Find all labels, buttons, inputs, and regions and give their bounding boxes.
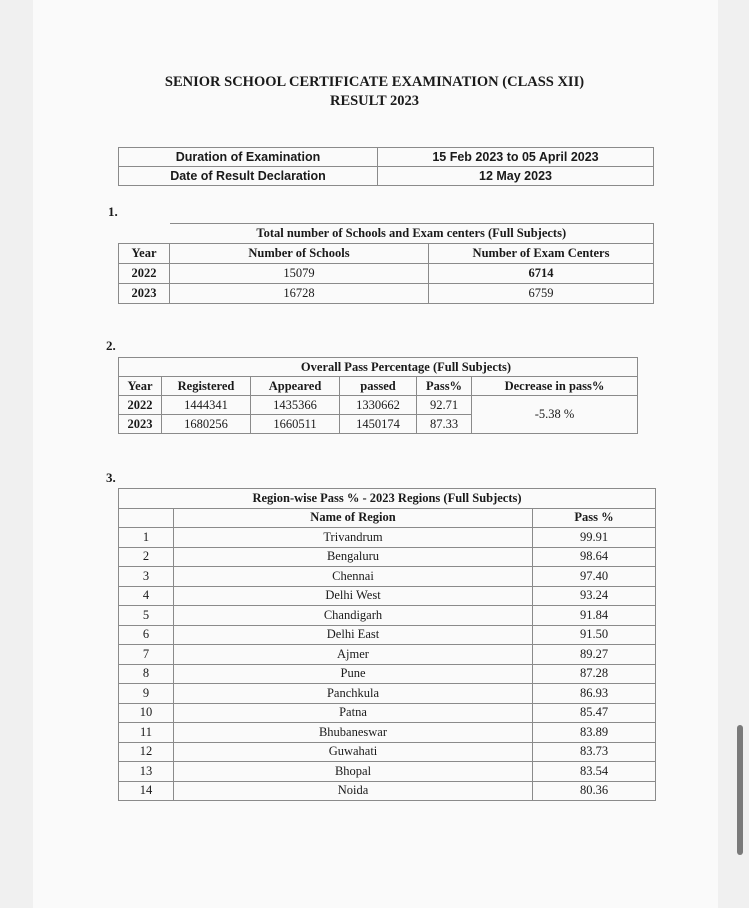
region-name: Bhubaneswar (174, 723, 533, 743)
region-pass: 91.50 (533, 625, 656, 645)
region-number: 12 (119, 742, 174, 762)
region-pass: 83.54 (533, 762, 656, 782)
section-2-title: Overall Pass Percentage (Full Subjects) (119, 358, 638, 377)
header-pass-pct: Pass% (417, 377, 472, 396)
region-number: 7 (119, 645, 174, 665)
section-1-number: 1. (108, 204, 118, 219)
region-number: 13 (119, 762, 174, 782)
region-name: Trivandrum (174, 528, 533, 548)
region-number: 8 (119, 664, 174, 684)
region-pass: 93.24 (533, 586, 656, 606)
region-name: Chennai (174, 567, 533, 587)
table-row (119, 645, 656, 665)
region-pass: 99.91 (533, 528, 656, 548)
header-decrease: Decrease in pass% (472, 377, 638, 396)
table-row (119, 684, 656, 704)
region-number: 3 (119, 567, 174, 587)
table-row (119, 567, 656, 587)
region-pass: 86.93 (533, 684, 656, 704)
region-number: 5 (119, 606, 174, 626)
table-row (119, 781, 656, 801)
region-number: 11 (119, 723, 174, 743)
table-row (119, 664, 656, 684)
table-row (119, 625, 656, 645)
region-pass: 87.28 (533, 664, 656, 684)
region-pass-table (118, 488, 656, 801)
region-name: Delhi West (174, 586, 533, 606)
region-name: Panchkula (174, 684, 533, 704)
region-number: 14 (119, 781, 174, 801)
header-registered: Registered (162, 377, 251, 396)
vertical-scrollbar[interactable] (737, 725, 743, 855)
region-name: Noida (174, 781, 533, 801)
header-year: Year (119, 244, 170, 264)
header-centers: Number of Exam Centers (429, 244, 654, 264)
region-pass: 80.36 (533, 781, 656, 801)
region-number: 10 (119, 703, 174, 723)
table-row (119, 528, 656, 548)
table-row (119, 547, 656, 567)
section-2-number: 2. (106, 338, 116, 353)
header-passed: passed (340, 377, 417, 396)
section-1-title: Total number of Schools and Exam centers (Full Subjects) (170, 224, 654, 244)
pass-percentage-table (118, 357, 638, 434)
region-pass: 85.47 (533, 703, 656, 723)
region-name: Patna (174, 703, 533, 723)
region-name: Bhopal (174, 762, 533, 782)
table-row (119, 762, 656, 782)
region-pass: 97.40 (533, 567, 656, 587)
section-3-number: 3. (106, 470, 116, 485)
decrease-value: -5.38 % (472, 396, 638, 434)
region-pass: 98.64 (533, 547, 656, 567)
table-row (119, 723, 656, 743)
region-pass: 89.27 (533, 645, 656, 665)
document-subtitle: RESULT 2023 (329, 93, 420, 109)
table-row (119, 606, 656, 626)
region-name: Ajmer (174, 645, 533, 665)
region-name: Pune (174, 664, 533, 684)
result-date-value: 12 May 2023 (378, 167, 654, 186)
table-row: 2023 16728 6759 (119, 284, 654, 304)
header-schools: Number of Schools (170, 244, 429, 264)
document-title: SENIOR SCHOOL CERTIFICATE EXAMINATION (CLASS XII) (164, 74, 585, 90)
result-date-label: Date of Result Declaration (119, 167, 378, 186)
exam-info-table (118, 147, 654, 186)
section-3-title: Region-wise Pass % - 2023 Regions (Full Subjects) (119, 489, 656, 509)
header-pass: Pass % (533, 508, 656, 528)
region-number: 6 (119, 625, 174, 645)
table-row: 2023 1680256 1660511 1450174 87.33 (119, 415, 638, 434)
region-name: Delhi East (174, 625, 533, 645)
table-row (119, 742, 656, 762)
region-name: Chandigarh (174, 606, 533, 626)
table-row (119, 586, 656, 606)
region-number: 1 (119, 528, 174, 548)
header-appeared: Appeared (251, 377, 340, 396)
region-number: 2 (119, 547, 174, 567)
schools-centers-table (118, 223, 654, 304)
duration-label: Duration of Examination (119, 148, 378, 167)
region-name: Guwahati (174, 742, 533, 762)
region-name: Bengaluru (174, 547, 533, 567)
header-year: Year (119, 377, 162, 396)
table-row (119, 703, 656, 723)
region-pass: 91.84 (533, 606, 656, 626)
region-pass: 83.73 (533, 742, 656, 762)
duration-value: 15 Feb 2023 to 05 April 2023 (378, 148, 654, 167)
table-row: 2022 15079 6714 (119, 264, 654, 284)
region-pass: 83.89 (533, 723, 656, 743)
region-number: 4 (119, 586, 174, 606)
region-number: 9 (119, 684, 174, 704)
header-region: Name of Region (174, 508, 533, 528)
table-row: 2022 1444341 1435366 1330662 92.71 -5.38 % (119, 396, 638, 415)
